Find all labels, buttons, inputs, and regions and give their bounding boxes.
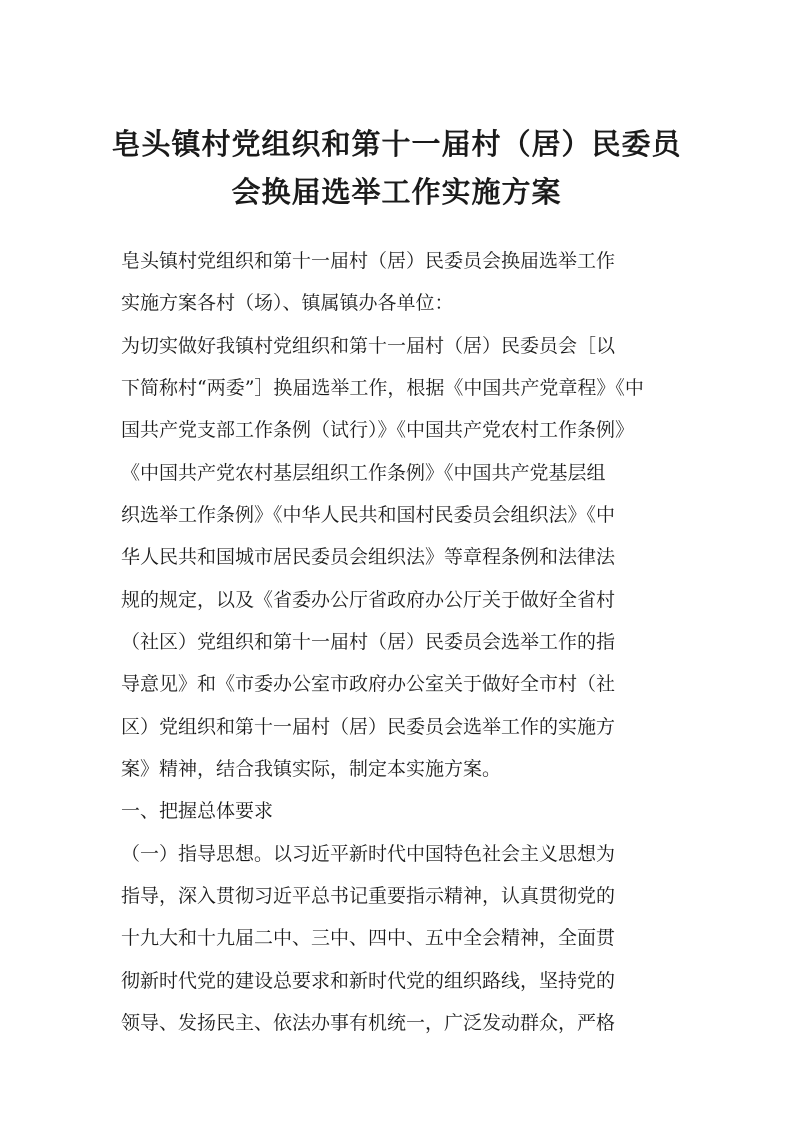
body-line: 导意见》和《市委办公室市政府办公室关于做好全市村（社 (121, 673, 616, 695)
body-line: （一）指导思想。以习近平新时代中国特色社会主义思想为 (121, 843, 616, 865)
body-line: 指导，深入贯彻习近平总书记重要指示精神，认真贯彻党的 (121, 885, 616, 907)
body-line: 《中国共产党农村基层组织工作条例》《中国共产党基层组 (121, 462, 606, 484)
section-heading: 一、把握总体要求 (121, 800, 274, 822)
body-line: 区）党组织和第十一届村（居）民委员会选举工作的实施方 (121, 716, 616, 738)
body-line: 下简称村“两委”］换届选举工作，根据《中国共产党章程》《中 (121, 377, 644, 399)
body-line: 案》精神，结合我镇实际，制定本实施方案。 (121, 758, 502, 780)
body-line: 领导、发扬民主、依法办事有机统一，广泛发动群众，严格 (121, 1012, 616, 1034)
body-line: 皂头镇村党组织和第十一届村（居）民委员会换届选举工作 (121, 250, 616, 272)
body-line: 为切实做好我镇村党组织和第十一届村（居）民委员会［以 (121, 335, 616, 357)
body-line: 华人民共和国城市居民委员会组织法》等章程条例和法律法 (121, 546, 616, 568)
body-line: （社区）党组织和第十一届村（居）民委员会选举工作的指 (121, 631, 616, 653)
body-line: 彻新时代党的建设总要求和新时代党的组织路线，坚持党的 (121, 970, 616, 992)
body-line: 织选举工作条例》《中华人民共和国村民委员会组织法》《中 (121, 504, 616, 526)
document-title-line-1: 皂头镇村党组织和第十一届村（居）民委员 (111, 127, 682, 161)
document-title-line-2: 会换届选举工作实施方案 (231, 175, 562, 209)
body-line: 规的规定，以及《省委办公厅省政府办公厅关于做好全省村 (121, 589, 616, 611)
body-line: 国共产党支部工作条例（试行）》《中国共产党农村工作条例》 (121, 419, 635, 441)
body-line: 实施方案各村（场）、镇属镇办各单位： (121, 292, 454, 314)
body-line: 十九大和十九届二中、三中、四中、五中全会精神，全面贯 (121, 927, 616, 949)
